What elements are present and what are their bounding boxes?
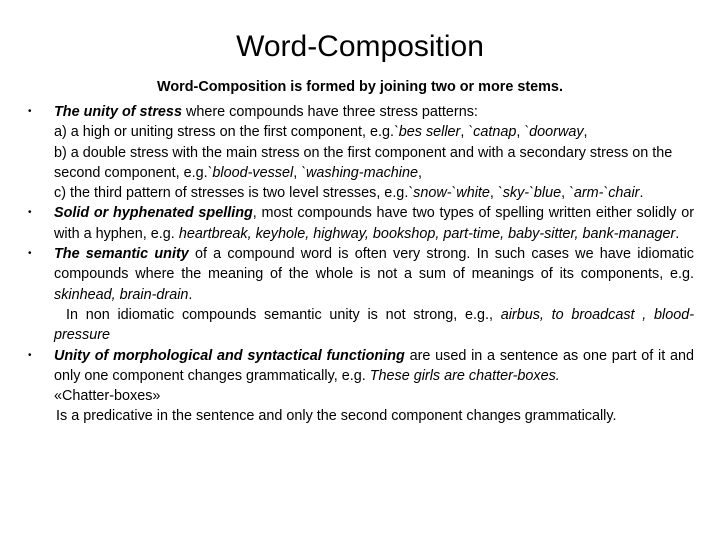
pattern-a-example: `doorway xyxy=(524,124,584,141)
non-idiomatic-text: In non idiomatic compounds semantic unity is not strong, e.g., xyxy=(66,306,494,323)
bullet-icon: • xyxy=(28,207,32,219)
functioning-heading: Unity of morphological and syntactical functioning xyxy=(54,347,405,364)
non-idiomatic-examples: airbus, to broadcast , blood-pressure xyxy=(54,306,694,344)
stress-lead: where compounds have three stress patterns: xyxy=(181,104,478,120)
pattern-b-example: `blood-vessel xyxy=(207,164,294,181)
functioning-explanation: Is a predicative in the sentence and only the second component changes grammatically. xyxy=(56,408,617,425)
bullet-icon: • xyxy=(28,248,32,260)
stress-pattern-a: a) a high or uniting stress on the first component, e.g.`bes seller, `catnap, `doorway, xyxy=(54,124,588,141)
slide-title: Word-Composition xyxy=(236,30,484,63)
pattern-a-example: `bes seller xyxy=(393,124,461,141)
semantic-examples: skinhead, brain-drain xyxy=(54,286,189,303)
pattern-c-example: `sky-`blue xyxy=(497,185,562,202)
semantic-heading: The semantic unity xyxy=(54,246,189,263)
pattern-c-text: c) the third pattern of stresses is two level stresses, e.g. xyxy=(54,185,409,202)
pattern-c-example: `arm-`chair xyxy=(569,185,640,202)
pattern-c-example: `snow-`white xyxy=(408,185,490,202)
list-item-functioning xyxy=(28,346,694,427)
pattern-a-text: a) a high or uniting stress on the first component, e.g. xyxy=(54,124,394,141)
spelling-examples: heartbreak, keyhole, highway, bookshop, part-time, baby-sitter, bank-manager xyxy=(178,225,676,242)
bullet-icon: • xyxy=(28,106,32,117)
spelling-text: , most compounds have two types of spelling written either solidly or with a hyphen, e.g. xyxy=(54,205,694,242)
list-item-stress xyxy=(28,102,694,203)
functioning-example: These girls are chatter-boxes. xyxy=(369,367,560,384)
stress-pattern-b: b) a double stress with the main stress on the first component and with a secondary stress on the second component, e.g.`blood-vessel, `washing-machine, xyxy=(54,144,673,181)
bullet-list xyxy=(28,102,694,427)
list-item-semantic: • The semantic unity of a compound word is often very strong. In such cases we have idiomatic compounds where the meaning of the whole is not a sum of meanings of its components, e.g. skinhead, brain-drain. In non idiomatic compounds semantic unity is not strong, e.g., airbus, to broadcast , blood-pressure xyxy=(28,246,694,344)
pattern-a-example: `catnap xyxy=(468,124,517,141)
pattern-b-example: `washing-machine xyxy=(301,164,418,181)
semantic-text: of a compound word is often very strong. In such cases we have idiomatic compounds where the meaning of the whole is not a sum of meanings of its components, e.g. xyxy=(54,246,694,283)
functioning-quote: «Chatter-boxes» xyxy=(54,388,161,405)
intro-sentence: Word-Composition is formed by joining two or more stems. xyxy=(157,79,563,95)
list-item-spelling: • Solid or hyphenated spelling, most compounds have two types of spelling written either solidly or with a hyphen, e.g. heartbreak, keyhole, highway, bookshop, part-time, baby-sitter, bank-manager. xyxy=(28,205,694,242)
spelling-heading: Solid or hyphenated spelling xyxy=(54,205,253,222)
functioning-text: are used in a sentence as one part of it and only one component changes grammatically, e.g. xyxy=(54,347,694,384)
stress-pattern-c: c) the third pattern of stresses is two level stresses, e.g.`snow-`white, `sky-`blue, `arm-`chair. xyxy=(54,185,644,202)
pattern-b-text: b) a double stress with the main stress on the first component and with a secondary stress on the second component, e.g. xyxy=(54,144,673,181)
bullet-icon: • xyxy=(28,349,32,361)
stress-heading: The unity of stress xyxy=(54,104,182,120)
stress-lead-line xyxy=(54,102,694,122)
